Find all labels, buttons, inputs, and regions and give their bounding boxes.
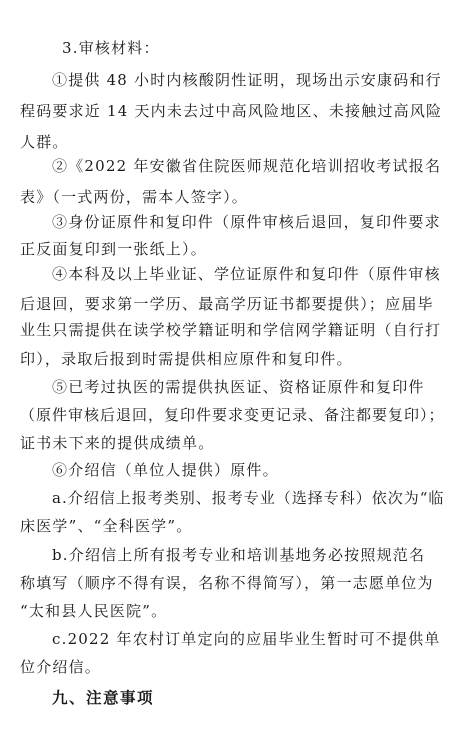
paragraph-line: 印），录取后报到时需提供相应原件和复印件。 [20,350,353,368]
paragraph-line: “太和县人民医院”。 [20,602,168,620]
paragraph-line: 称填写（顺序不得有误，名称不得简写），第一志愿单位为 [20,574,434,592]
paragraph-line: b.介绍信上所有报考专业和培训基地务必按照规范名 [52,546,426,564]
paragraph-line: ②《2022 年安徽省住院医师规范化培训招收考试报名 [52,157,442,175]
paragraph-line: ③身份证原件和复印件（原件审核后退回，复印件要求 [52,213,441,231]
paragraph-line: ①提供 48 小时内核酸阴性证明，现场出示安康码和行 [52,71,442,89]
paragraph-line: 业生只需提供在读学校学籍证明和学信网学籍证明（自行打 [20,321,442,339]
paragraph-line: （原件审核后退回，复印件要求变更记录、备注都要复印）； [20,406,445,424]
paragraph-line: 程码要求近 14 天内未去过中高风险地区、未接触过高风险 [20,102,443,120]
paragraph-line: ④本科及以上毕业证、学位证原件和复印件（原件审核 [52,265,441,283]
paragraph-line: 位介绍信。 [20,658,102,676]
section-subheading-review-materials: 3.审核材料： [62,39,160,57]
paragraph-line: a.介绍信上报考类别、报考专业（选择专科）依次为“临 [52,489,445,507]
paragraph-line: 证书未下来的提供成绩单。 [20,434,215,452]
paragraph-line: ⑥介绍信（单位人提供）原件。 [52,461,279,479]
paragraph-line: 表》（一式两份，需本人签字）。 [20,188,249,206]
paragraph-line: c.2022 年农村订单定向的应届毕业生暂时可不提供单 [52,630,441,648]
section-heading-notes: 九、注意事项 [52,689,155,707]
paragraph-line: 正反面复印到一张纸上）。 [20,240,207,258]
paragraph-line: 人群。 [20,133,69,151]
paragraph-line: 后退回，要求第一学历、最高学历证书都要提供）；应届毕 [20,295,434,313]
paragraph-line: 床医学”、“全科医学”。 [20,517,193,535]
paragraph-line: ⑤已考过执医的需提供执医证、资格证原件和复印件 [52,378,425,396]
